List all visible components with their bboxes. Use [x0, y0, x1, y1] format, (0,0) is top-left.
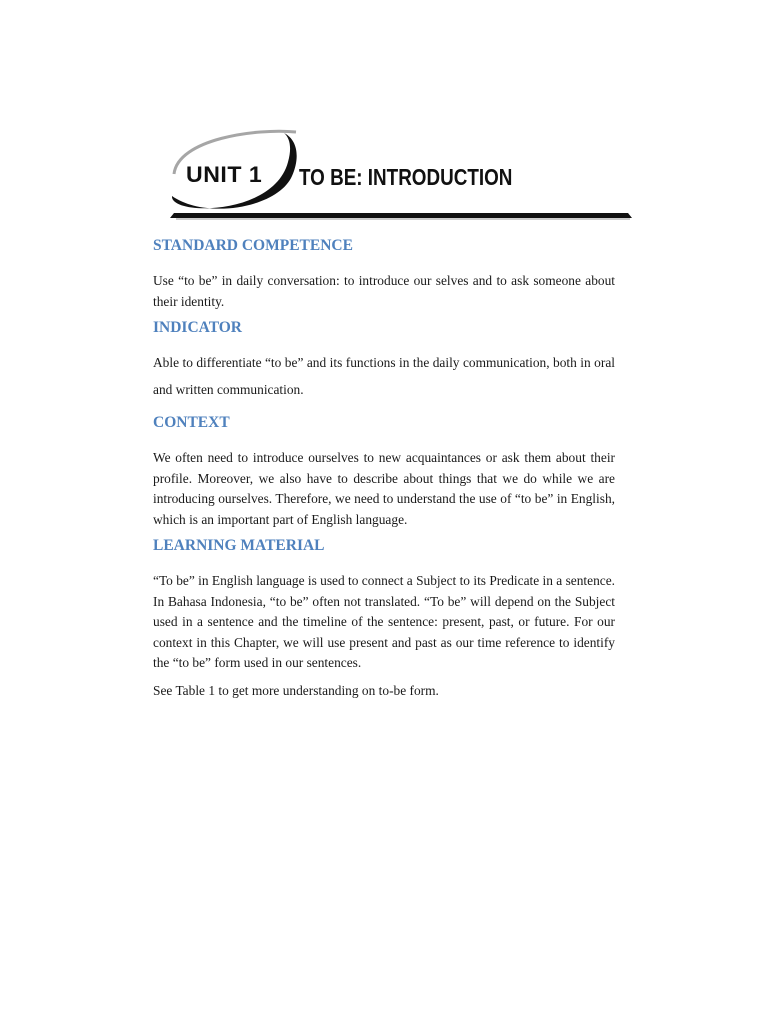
- table-reference-text: See Table 1 to get more understanding on to-be form.: [153, 682, 439, 698]
- section-heading-standard-competence: STANDARD COMPETENCE: [153, 237, 353, 254]
- section-heading-indicator: INDICATOR: [153, 319, 242, 336]
- standard-competence-text: Use “to be” in daily conversation: to introduce our selves and to ask someone about their identity.: [153, 273, 615, 309]
- unit-title: TO BE: INTRODUCTION: [299, 164, 513, 190]
- section-heading-context: CONTEXT: [153, 414, 230, 431]
- document-body: [153, 236, 615, 701]
- section-heading-learning-material: LEARNING MATERIAL: [153, 537, 325, 554]
- unit-banner: [166, 124, 636, 224]
- unit-number-label: UNIT 1: [186, 162, 263, 187]
- indicator-text: Able to differentiate “to be” and its functions in the daily communication, both in oral and written communication.: [153, 355, 615, 397]
- learning-material-text: “To be” in English language is used to connect a Subject to its Predicate in a sentence. In Bahasa Indonesia, “to be” often not translated. “To be” will depend on the Subject used in a sentence and the timeline of the sentence: present, past, or future. For our context in this Chapter, we will use present and past as our time reference to identify the “to be” form used in our sentences.: [153, 573, 616, 670]
- context-text: We often need to introduce ourselves to new acquaintances or ask them about their profile. Moreover, we also have to describe about things that we do while we are introducing ourselves. Therefore, we need to understand the use of “to be” in English, which is an important part of English language.: [153, 450, 615, 527]
